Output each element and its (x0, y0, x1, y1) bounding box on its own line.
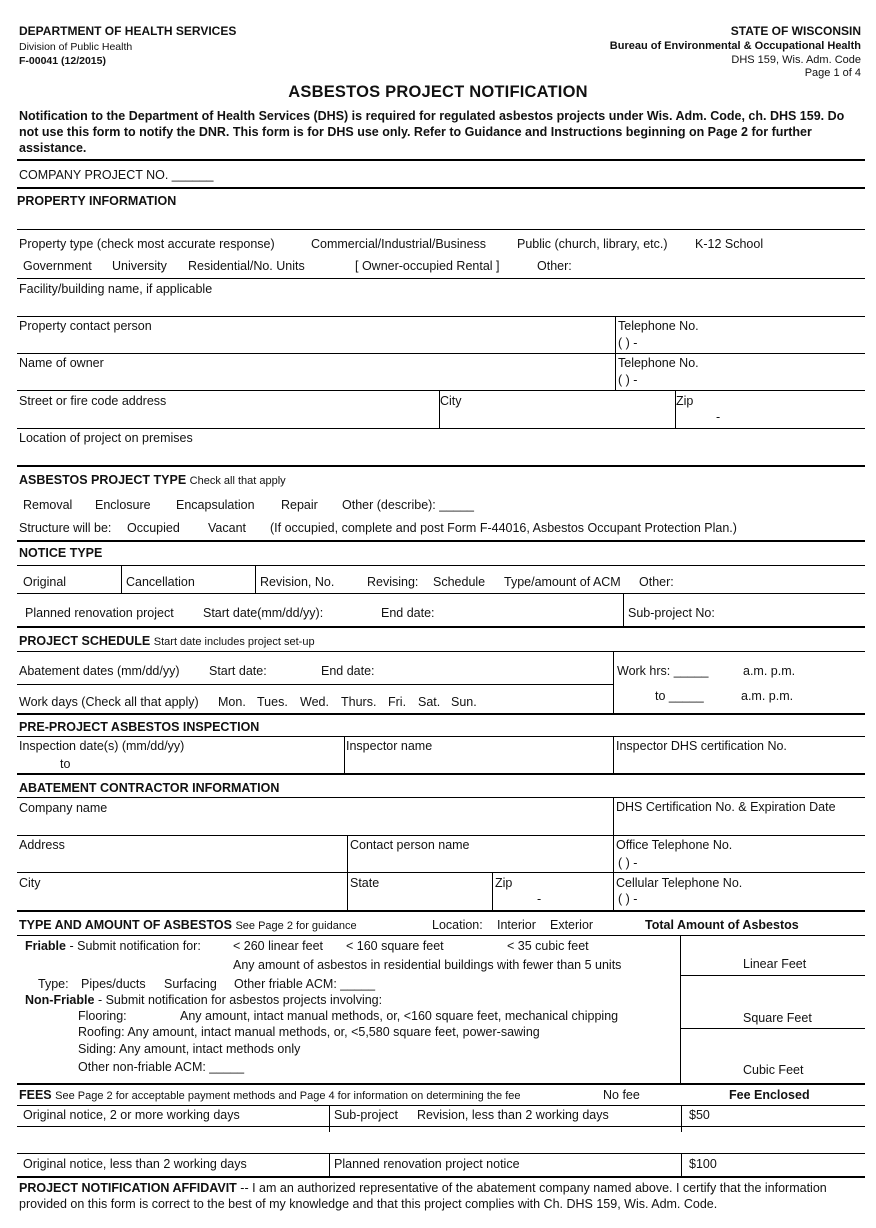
form-number: F-00041 (12/2015) (19, 55, 106, 67)
cell-telephone-label: Cellular Telephone No. (616, 876, 743, 890)
office-telephone-label: Office Telephone No. (616, 838, 733, 852)
nonfriable-flooring-label: Flooring: (78, 1009, 127, 1023)
project-type-enclosure[interactable]: Enclosure (95, 498, 151, 512)
property-type-university[interactable]: University (112, 259, 167, 273)
affidavit-text (19, 1180, 864, 1212)
friable-residential[interactable]: Any amount of asbestos in residential buildings with fewer than 5 units (233, 958, 622, 972)
nonfriable-other[interactable]: Other non-friable ACM: _____ (78, 1060, 245, 1074)
project-type-heading: ASBESTOS PROJECT TYPE (19, 473, 187, 487)
page-number: Page 1 of 4 (804, 67, 861, 79)
department-name: DEPARTMENT OF HEALTH SERVICES (19, 24, 237, 38)
contractor-city-field[interactable]: City (19, 876, 41, 890)
contractor-address-field[interactable]: Address (19, 838, 65, 852)
fee-planned-renovation[interactable]: Planned renovation project notice (334, 1157, 520, 1171)
subproject-no-field[interactable]: Sub-project No: (628, 606, 715, 620)
type-pipes-ducts[interactable]: Pipes/ducts (81, 977, 146, 991)
work-hours-from-ampm[interactable]: a.m. p.m. (743, 664, 796, 678)
state-name: STATE OF WISCONSIN (730, 24, 861, 38)
friable-row (25, 939, 201, 953)
project-type-heading-row (19, 473, 286, 488)
location-exterior[interactable]: Exterior (550, 918, 594, 932)
work-hours-to-ampm[interactable]: a.m. p.m. (741, 689, 794, 703)
intro-text: Notification to the Department of Health Services (DHS) is required for regulated asbestos projects under Wis. Adm. Code, ch. DHS 159. Do not use this form to notify the DNR. This form is for DHS use only. Refer to Guidance and Instructions beginning on Page 2 for further assistance. (19, 109, 845, 155)
nonfriable-roofing[interactable]: Roofing: Any amount, intact manual methods, or, <5,580 square feet, power-sawing (78, 1025, 540, 1039)
type-surfacing[interactable]: Surfacing (164, 977, 217, 991)
project-location-field[interactable]: Location of project on premises (19, 431, 193, 445)
type-other-friable[interactable]: Other friable ACM: _____ (234, 977, 376, 991)
contractor-contact-field[interactable]: Contact person name (350, 838, 470, 852)
structure-vacant[interactable]: Vacant (208, 521, 246, 535)
contractor-zip-dash: - (537, 892, 542, 906)
contractor-heading: ABATEMENT CONTRACTOR INFORMATION (19, 781, 280, 795)
friable-text: - Submit notification for: (69, 939, 201, 953)
property-type-public[interactable]: Public (church, library, etc.) (517, 237, 668, 251)
property-type-commercial[interactable]: Commercial/Industrial/Business (311, 237, 487, 251)
admin-code: DHS 159, Wis. Adm. Code (731, 54, 861, 66)
owner-telephone-label: Telephone No. (618, 356, 699, 370)
type-label: Type: (38, 977, 69, 991)
planned-start-date[interactable]: Start date(mm/dd/yy): (203, 606, 324, 620)
notice-original[interactable]: Original (23, 575, 67, 589)
location-label: Location: (432, 918, 483, 932)
owner-name-field[interactable]: Name of owner (19, 356, 104, 370)
project-type-encapsulation[interactable]: Encapsulation (176, 498, 255, 512)
fee-revision[interactable]: Revision, less than 2 working days (417, 1108, 609, 1122)
planned-end-date[interactable]: End date: (381, 606, 435, 620)
nonfriable-label: Non-Friable (25, 993, 95, 1007)
division-name: Division of Public Health (19, 41, 133, 53)
structure-label: Structure will be: (19, 521, 112, 535)
fee-amount-50: $50 (689, 1108, 710, 1122)
office-telephone-field[interactable]: ( ) - (618, 856, 638, 870)
notice-revising-schedule[interactable]: Schedule (433, 575, 486, 589)
square-feet-label: Square Feet (743, 1011, 812, 1025)
notice-type-heading: NOTICE TYPE (19, 546, 103, 560)
cubic-feet-label: Cubic Feet (743, 1063, 804, 1077)
inspection-dates-to[interactable]: to (60, 757, 71, 771)
property-zip-dash: - (716, 410, 721, 424)
amount-guidance-note: See Page 2 for guidance (235, 920, 357, 932)
linear-feet-label: Linear Feet (743, 957, 807, 971)
property-contact-field[interactable]: Property contact person (19, 319, 152, 333)
property-type-k12[interactable]: K-12 School (695, 237, 764, 251)
property-zip-field[interactable]: Zip (676, 394, 694, 408)
schedule-heading: PROJECT SCHEDULE (19, 634, 151, 648)
notice-revising-other[interactable]: Other: (639, 575, 674, 589)
work-day-fri[interactable]: Fri. (388, 695, 407, 709)
form-title: ASBESTOS PROJECT NOTIFICATION (288, 83, 588, 101)
contractor-zip-field[interactable]: Zip (495, 876, 513, 890)
location-interior[interactable]: Interior (497, 918, 536, 932)
property-type-government[interactable]: Government (23, 259, 92, 273)
abatement-start-date[interactable]: Start date: (209, 664, 267, 678)
inspection-dates-field[interactable]: Inspection date(s) (mm/dd/yy) (19, 739, 185, 753)
schedule-heading-row (19, 634, 315, 649)
notice-revising-type-amount[interactable]: Type/amount of ACM (504, 575, 621, 589)
total-amount-heading: Total Amount of Asbestos (645, 918, 799, 932)
notice-cancellation[interactable]: Cancellation (126, 575, 195, 589)
property-type-residential[interactable]: Residential/No. Units (188, 259, 305, 273)
work-day-tues[interactable]: Tues. (257, 695, 288, 709)
friable-label: Friable (25, 939, 66, 953)
no-fee-option[interactable]: No fee (603, 1088, 640, 1102)
abatement-end-date[interactable]: End date: (321, 664, 375, 678)
friable-square[interactable]: < 160 square feet (346, 939, 444, 953)
company-project-no-field[interactable]: COMPANY PROJECT NO. ______ (19, 168, 214, 182)
facility-name-field[interactable]: Facility/building name, if applicable (19, 282, 213, 296)
contractor-state-field[interactable]: State (350, 876, 380, 890)
nonfriable-text: - Submit notification for asbestos projects involving: (97, 993, 383, 1007)
contractor-company-field[interactable]: Company name (19, 801, 108, 815)
cell-telephone-field[interactable]: ( ) - (618, 892, 638, 906)
property-city-field[interactable]: City (440, 394, 462, 408)
owner-occupied-rental[interactable]: [ Owner-occupied Rental ] (355, 259, 500, 273)
nonfriable-siding[interactable]: Siding: Any amount, intact methods only (78, 1042, 301, 1056)
project-type-repair[interactable]: Repair (281, 498, 318, 512)
bureau-name: Bureau of Environmental & Occupational Health (609, 40, 861, 52)
fee-enclosed-heading: Fee Enclosed (729, 1088, 810, 1102)
nonfriable-row (25, 993, 382, 1007)
friable-cubic[interactable]: < 35 cubic feet (507, 939, 589, 953)
inspector-cert-field[interactable]: Inspector DHS certification No. (616, 739, 787, 753)
inspection-heading: PRE-PROJECT ASBESTOS INSPECTION (19, 720, 260, 734)
owner-telephone-field[interactable]: ( ) - (618, 373, 638, 387)
notice-revision-no[interactable]: Revision, No. (260, 575, 335, 589)
fee-amount-100: $100 (689, 1157, 717, 1171)
fee-original-less-2-days[interactable]: Original notice, less than 2 working days (23, 1157, 247, 1171)
affidavit-heading: PROJECT NOTIFICATION AFFIDAVIT (19, 1181, 237, 1195)
work-day-sun[interactable]: Sun. (451, 695, 477, 709)
contact-telephone-label: Telephone No. (618, 319, 699, 333)
fee-original-2-days[interactable]: Original notice, 2 or more working days (23, 1108, 240, 1122)
fees-heading: FEES (19, 1088, 52, 1102)
affidavit-body: -- I am an authorized representative of the abatement company named above. I certify that the information provided on this form is correct to the best of my knowledge and that this project complies with Ch. DHS 159, Wis. Adm. Code. (19, 1181, 827, 1211)
project-type-note: Check all that apply (189, 475, 286, 487)
inspector-name-field[interactable]: Inspector name (346, 739, 433, 753)
property-type-other[interactable]: Other: (537, 259, 572, 273)
work-day-sat[interactable]: Sat. (418, 695, 441, 709)
nonfriable-flooring[interactable]: Any amount, intact manual methods, or, <160 square feet, mechanical chipping (180, 1009, 619, 1023)
schedule-note: Start date includes project set-up (153, 636, 315, 648)
fee-subproject[interactable]: Sub-project (334, 1108, 398, 1122)
amount-heading-row (19, 918, 357, 933)
notice-revising-label: Revising: (367, 575, 419, 589)
work-day-mon[interactable]: Mon. (218, 695, 246, 709)
notice-planned-renovation[interactable]: Planned renovation project (25, 606, 174, 620)
property-type-label: Property type (check most accurate response) (19, 237, 275, 251)
occupied-note: (If occupied, complete and post Form F-44016, Asbestos Occupant Protection Plan.) (270, 521, 737, 535)
fees-heading-row (19, 1088, 521, 1103)
work-hours-to[interactable]: to _____ (655, 689, 704, 703)
work-day-thurs[interactable]: Thurs. (341, 695, 377, 709)
project-type-removal[interactable]: Removal (23, 498, 73, 512)
friable-linear[interactable]: < 260 linear feet (233, 939, 323, 953)
property-info-heading: PROPERTY INFORMATION (17, 194, 177, 208)
amount-heading: TYPE AND AMOUNT OF ASBESTOS (19, 918, 232, 932)
contact-telephone-field[interactable]: ( ) - (618, 336, 638, 350)
work-day-wed[interactable]: Wed. (300, 695, 329, 709)
street-address-field[interactable]: Street or fire code address (19, 394, 167, 408)
project-type-other[interactable]: Other (describe): _____ (342, 498, 475, 512)
work-days-label: Work days (Check all that apply) (19, 695, 199, 709)
abatement-dates-label: Abatement dates (mm/dd/yy) (19, 664, 180, 678)
fees-note: See Page 2 for acceptable payment methods and Page 4 for information on determining the fee (55, 1090, 521, 1102)
structure-occupied[interactable]: Occupied (127, 521, 180, 535)
contractor-cert-field[interactable]: DHS Certification No. & Expiration Date (616, 800, 836, 814)
work-hours-from[interactable]: Work hrs: _____ (617, 664, 709, 678)
